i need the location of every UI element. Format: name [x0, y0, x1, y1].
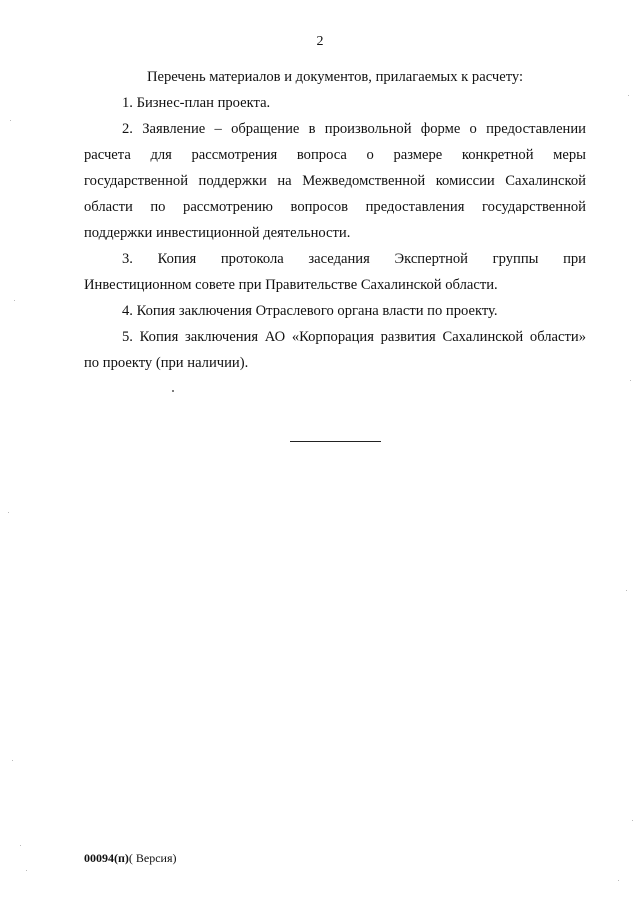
list-item-1	[84, 90, 586, 116]
document-body	[84, 64, 586, 376]
footer-document-code	[84, 851, 177, 866]
list-item-4	[84, 298, 586, 324]
list-item-2-line-5: поддержки инвестиционной деятельности.	[84, 225, 351, 241]
list-item-2-line-1: 2. Заявление – обращение в произвольной форме о предоставлении	[122, 121, 586, 137]
list-item-3-line-2: Инвестиционном совете при Правительстве Сахалинской области.	[84, 277, 498, 293]
list-item-3-line-1: 3. Копия протокола заседания Экспертной группы при	[122, 251, 586, 267]
list-item-2	[84, 116, 586, 246]
footer-code-number: 00094(п)	[84, 851, 129, 865]
list-item-4-text: 4. Копия заключения Отраслевого органа власти по проекту.	[122, 303, 498, 319]
page-number: 2	[316, 34, 324, 49]
list-item-2-line-4: области по рассмотрению вопросов предоставления государственной	[84, 199, 586, 215]
scan-dot	[172, 390, 174, 392]
list-item-1-text: 1. Бизнес-план проекта.	[122, 95, 271, 111]
footer-version-label: ( Версия)	[128, 851, 177, 865]
list-item-5-line-2: по проекту (при наличии).	[84, 355, 249, 371]
list-item-3	[84, 246, 586, 298]
list-item-2-line-2: расчета для рассмотрения вопроса о размере конкретной меры	[84, 147, 586, 163]
list-item-5	[84, 324, 586, 376]
document-heading: Перечень материалов и документов, прилагаемых к расчету:	[146, 69, 524, 85]
list-item-2-line-3: государственной поддержки на Межведомственной комиссии Сахалинской	[84, 173, 586, 189]
list-item-5-line-1: 5. Копия заключения АО «Корпорация развития Сахалинской области»	[122, 329, 586, 345]
end-of-document-rule	[290, 441, 381, 442]
